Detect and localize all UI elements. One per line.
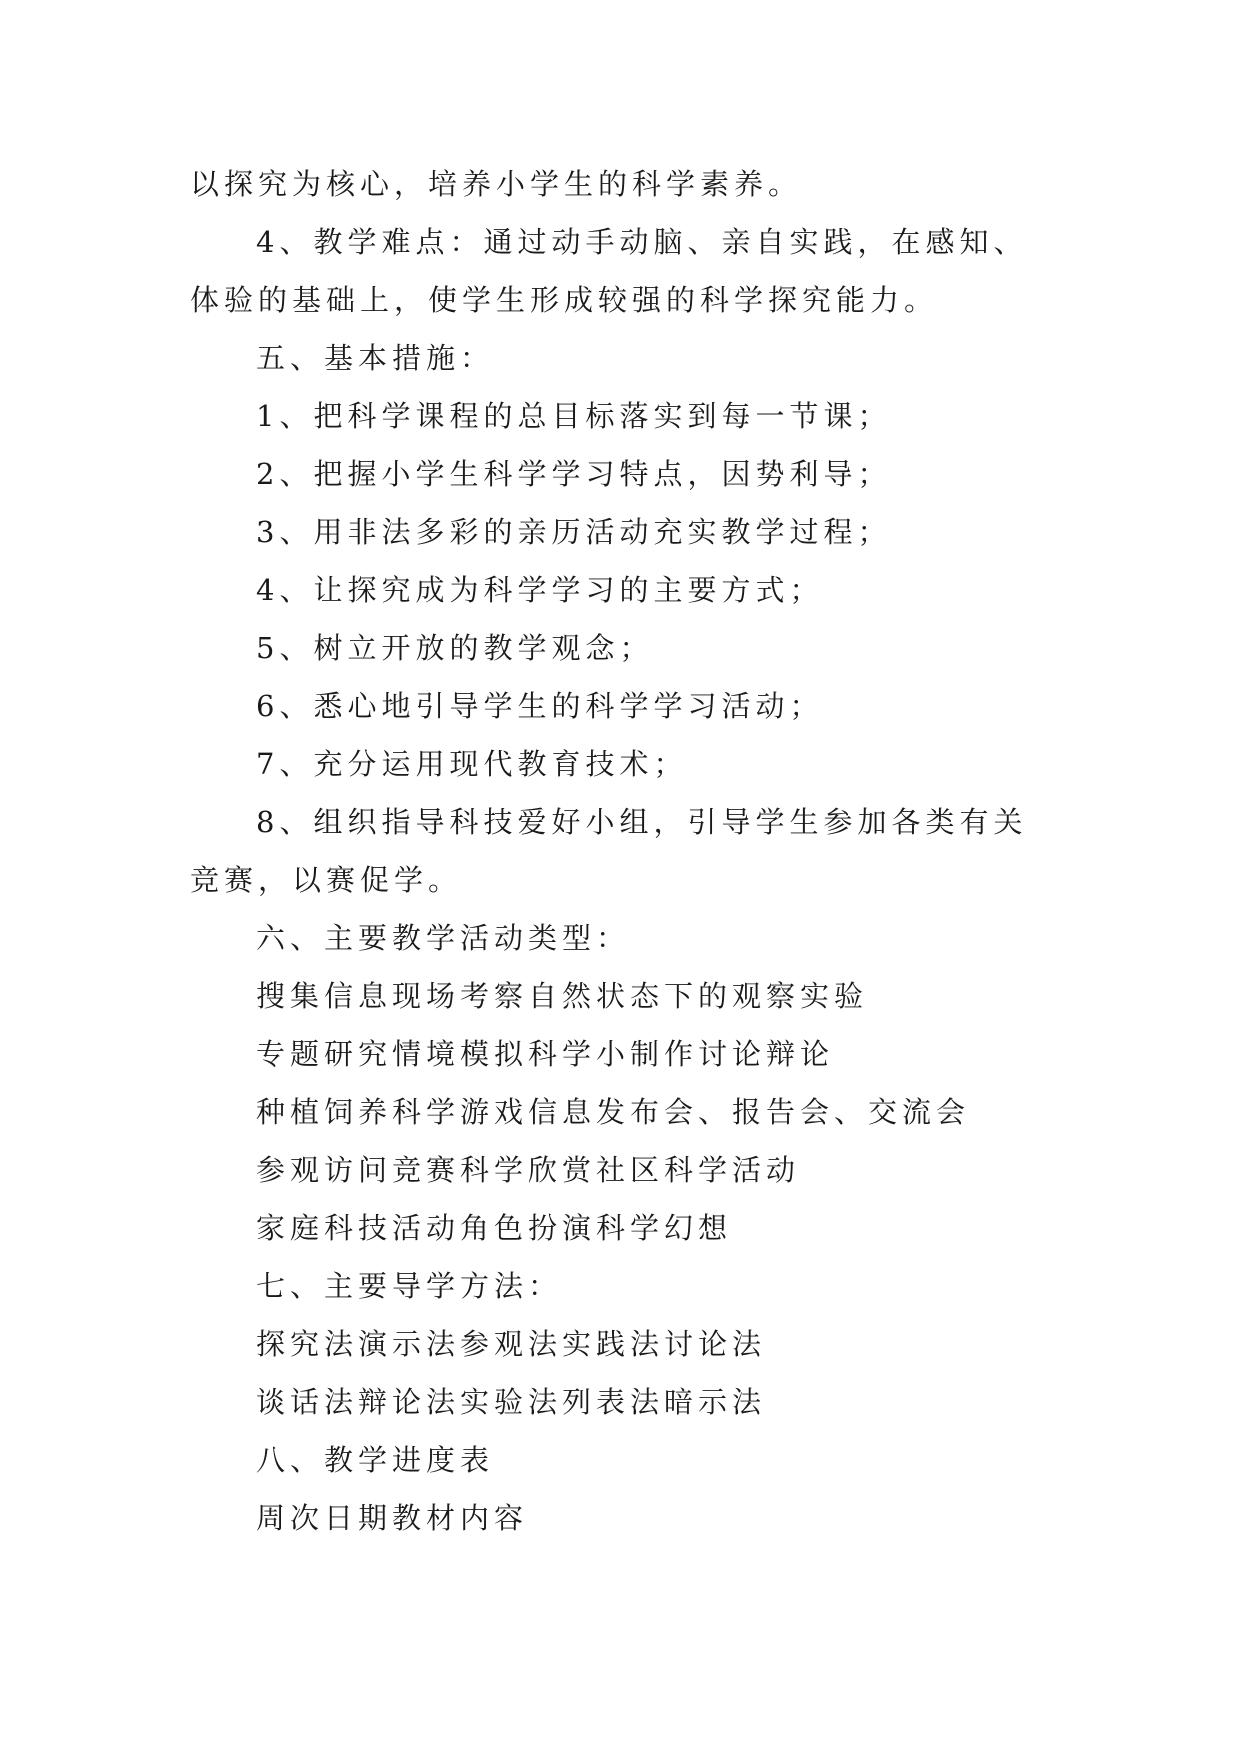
document-body [190,155,1050,1547]
activity-line-4: 参观访问竞赛科学欣赏社区科学活动 [256,1153,801,1187]
section-heading-8: 八、教学进度表 [256,1443,495,1477]
paragraph-2: 4、教学难点：通过动手动脑、亲自实践，在感知、体验的基础上，使学生形成较强的科学探究能力。 [190,225,1028,317]
method-line-2: 谈话法辩论法实验法列表法暗示法 [256,1385,767,1419]
activity-line-5: 家庭科技活动角色扮演科学幻想 [256,1211,733,1245]
measure-item-3: 3、用非法多彩的亲历活动充实教学过程； [256,515,892,549]
measure-item-4: 4、让探究成为科学学习的主要方式； [256,573,824,607]
measure-item-2: 2、把握小学生科学学习特点，因势利导； [256,457,892,491]
activity-line-2: 专题研究情境模拟科学小制作讨论辩论 [256,1037,835,1071]
measure-item-7: 7、充分运用现代教育技术； [256,747,688,781]
measure-item-5: 5、树立开放的教学观念； [256,631,654,665]
schedule-header: 周次日期教材内容 [256,1501,529,1535]
method-line-1: 探究法演示法参观法实践法讨论法 [256,1327,767,1361]
measure-item-8: 8、组织指导科技爱好小组，引导学生参加各类有关竞赛，以赛促学。 [190,805,1028,897]
section-heading-6: 六、主要教学活动类型： [256,921,631,955]
activity-line-3: 种植饲养科学游戏信息发布会、报告会、交流会 [256,1095,971,1129]
activity-line-1: 搜集信息现场考察自然状态下的观察实验 [256,979,869,1013]
measure-item-6: 6、悉心地引导学生的科学学习活动； [256,689,824,723]
paragraph-1: 以探究为核心，培养小学生的科学素养。 [190,167,803,201]
measure-item-1: 1、把科学课程的总目标落实到每一节课； [256,399,892,433]
section-heading-7: 七、主要导学方法： [256,1269,563,1303]
section-heading-5: 五、基本措施： [256,341,495,375]
